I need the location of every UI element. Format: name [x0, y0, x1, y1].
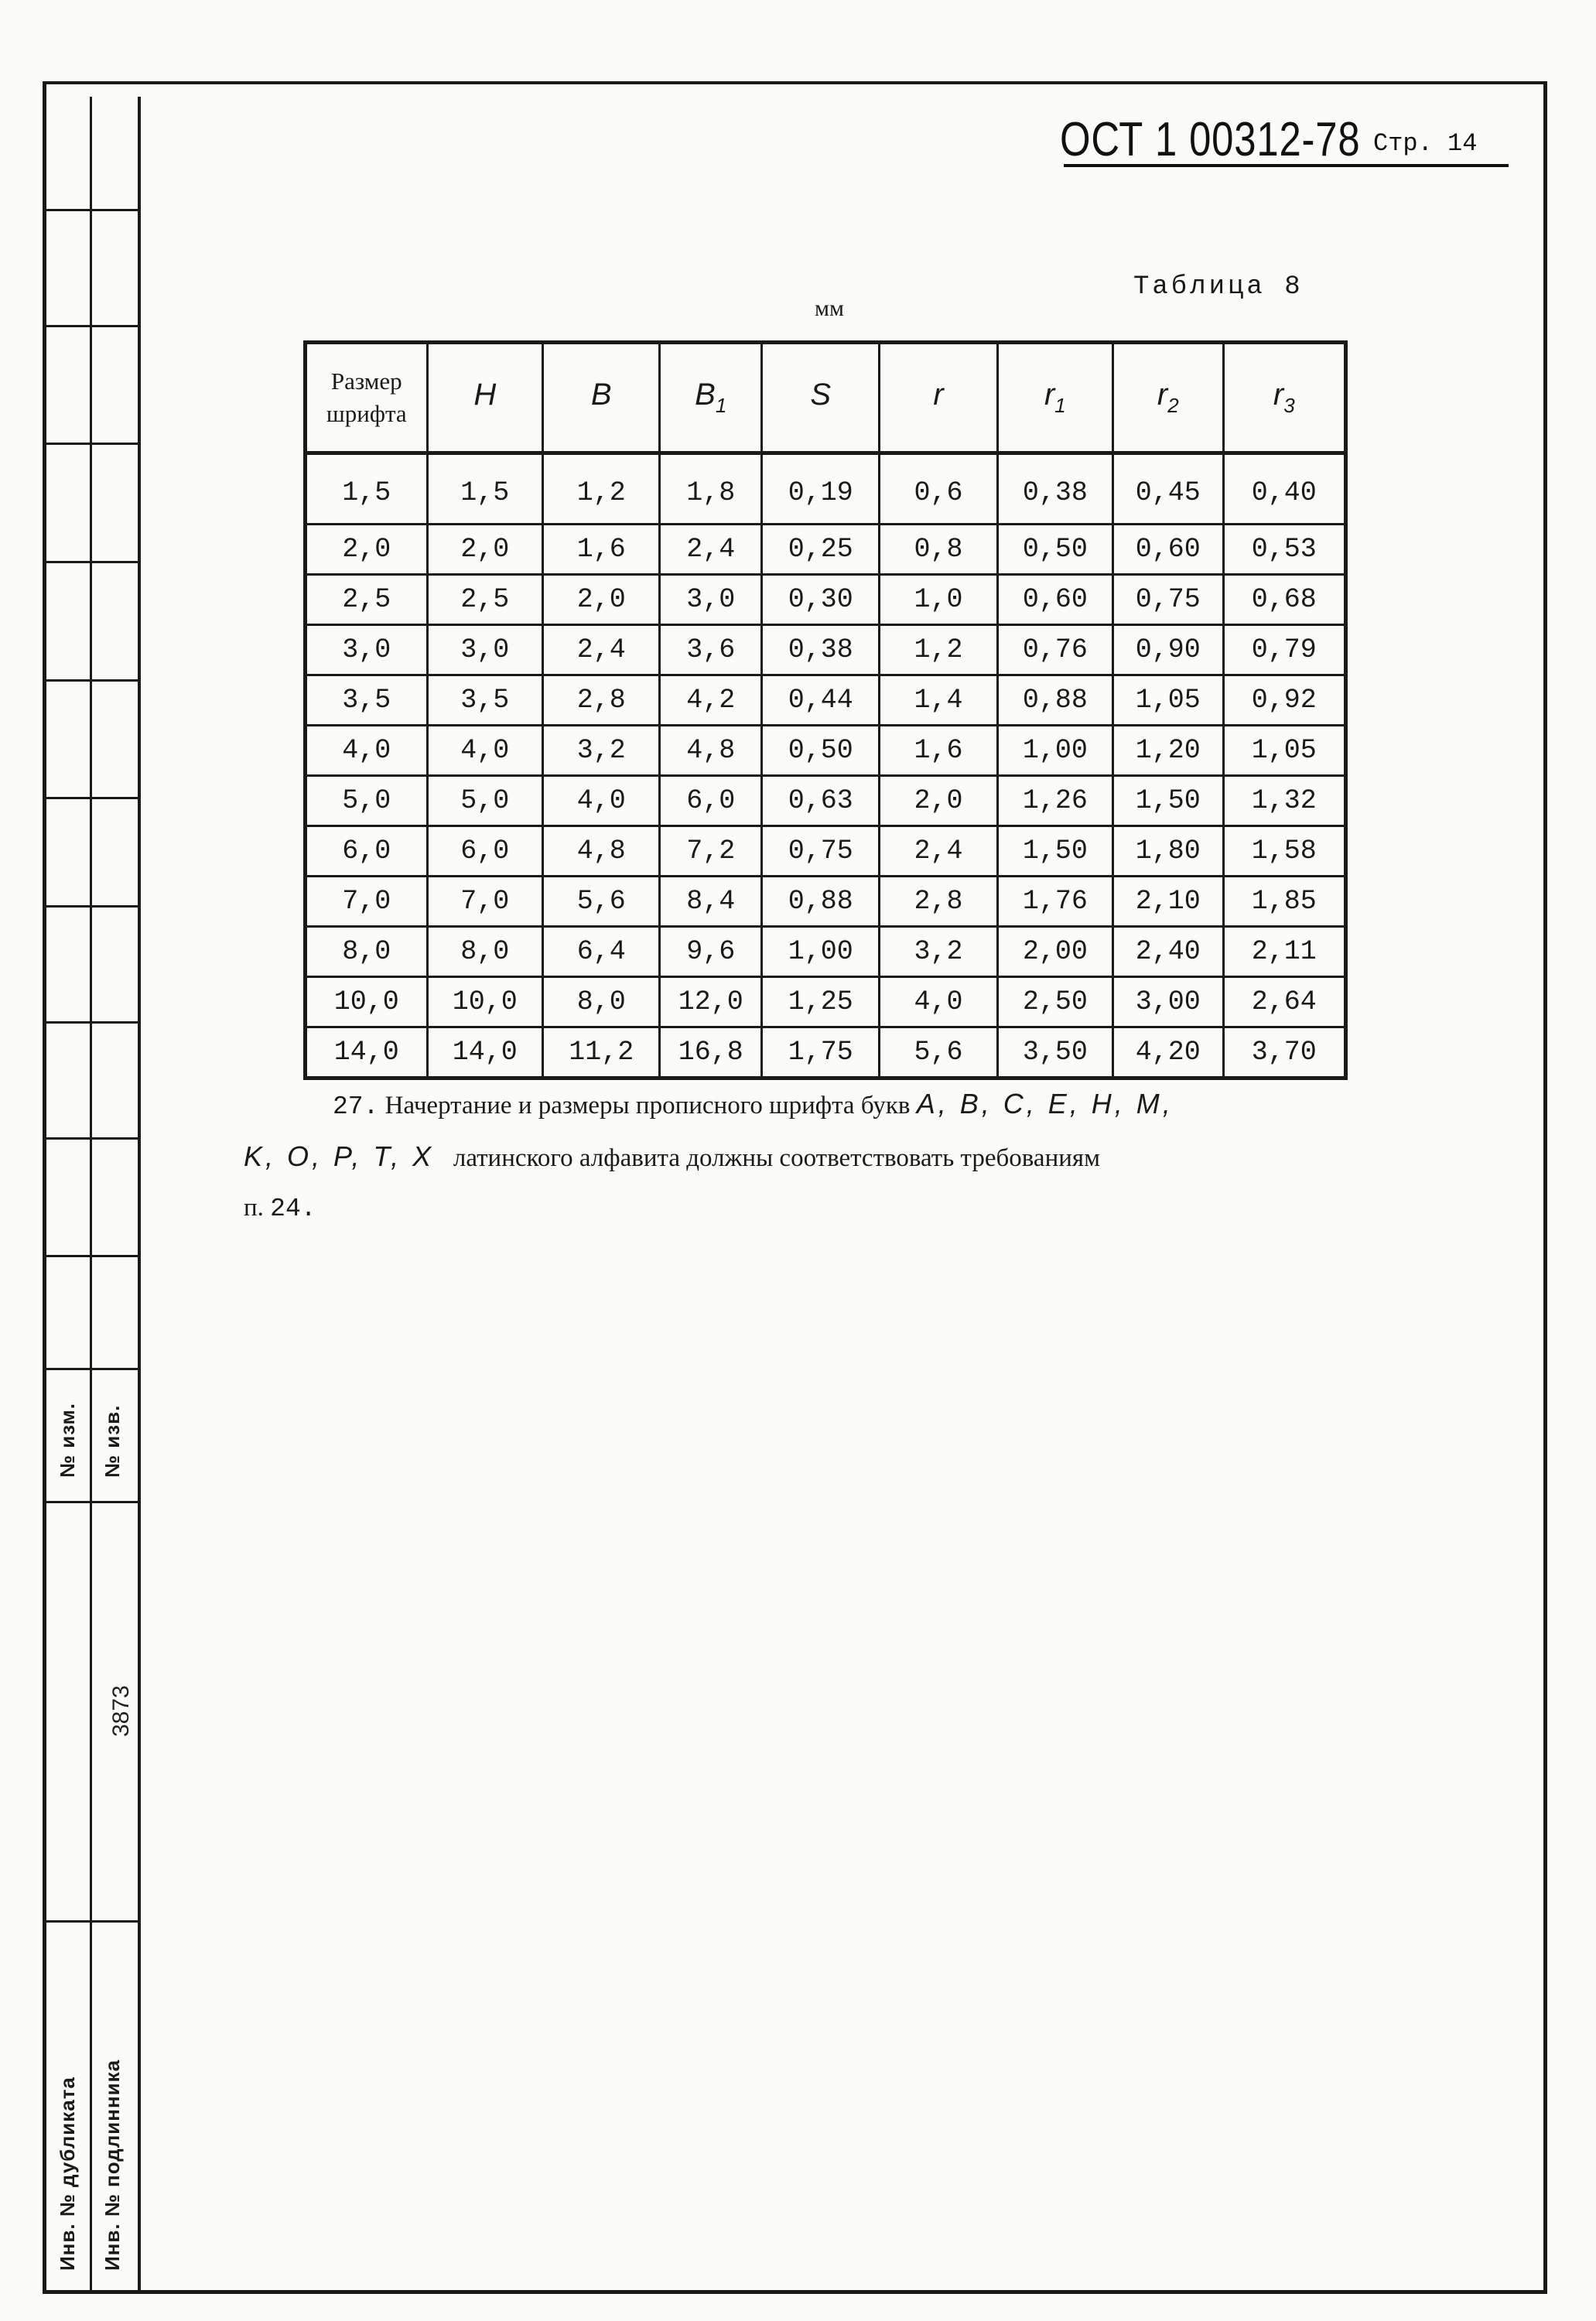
paragraph-line: [244, 1132, 1466, 1183]
margin-rule: [46, 1137, 138, 1140]
latin-letters: K, O, P, T, X: [244, 1140, 435, 1172]
table-cell: 1,32: [1223, 776, 1345, 826]
table-cell: 0,8: [880, 525, 997, 575]
header-b1: [660, 343, 762, 453]
header-symbol: r: [1157, 378, 1168, 412]
margin-rule: [46, 561, 138, 563]
margin-rule: [46, 1255, 138, 1257]
table-cell: 2,4: [880, 826, 997, 877]
table-cell: 8,0: [542, 977, 659, 1027]
table-cell: 14,0: [306, 1027, 428, 1078]
table-cell: 0,75: [762, 826, 880, 877]
table-cell: 10,0: [427, 977, 542, 1027]
table-cell: 1,8: [660, 453, 762, 525]
table-cell: 2,4: [542, 625, 659, 675]
table-row: [306, 877, 1346, 927]
table-cell: 0,50: [762, 726, 880, 776]
table-row: [306, 1027, 1346, 1078]
table-cell: 8,0: [427, 927, 542, 977]
table-cell: 0,92: [1223, 675, 1345, 726]
table-cell: 1,00: [997, 726, 1112, 776]
table-cell: 2,8: [880, 877, 997, 927]
table-row: [306, 525, 1346, 575]
paragraph-line: [244, 1079, 1466, 1132]
header-r1: [997, 343, 1112, 453]
table-cell: 0,79: [1223, 625, 1345, 675]
table-cell: 8,0: [306, 927, 428, 977]
table-cell: 6,4: [542, 927, 659, 977]
margin-rule: [46, 797, 138, 799]
table-cell: 6,0: [660, 776, 762, 826]
table-cell: 4,8: [542, 826, 659, 877]
table-cell: 7,2: [660, 826, 762, 877]
table-cell: 3,2: [880, 927, 997, 977]
header-symbol: B: [695, 378, 716, 412]
header-symbol: r: [1044, 378, 1055, 412]
table-cell: 14,0: [427, 1027, 542, 1078]
header-h: [427, 343, 542, 453]
table-cell: 0,60: [1113, 525, 1224, 575]
table-cell: 4,0: [306, 726, 428, 776]
table-cell: 0,30: [762, 575, 880, 625]
margin-rule: [46, 443, 138, 445]
table-cell: 1,00: [762, 927, 880, 977]
table-cell: 0,76: [997, 625, 1112, 675]
table-cell: 2,0: [542, 575, 659, 625]
margin-label-izm: № изм.: [56, 1403, 79, 1478]
margin-rule: [46, 209, 138, 211]
latin-letters: A, B, C, E, H, M,: [916, 1088, 1174, 1119]
table-row: [306, 675, 1346, 726]
header-subscript: 1: [715, 394, 727, 417]
table-cell: 2,0: [306, 525, 428, 575]
table-cell: 0,90: [1113, 625, 1224, 675]
table-cell: 1,26: [997, 776, 1112, 826]
margin-rule: [46, 1501, 138, 1503]
paragraph-text: Начертание и размеры прописного шрифта букв: [384, 1092, 911, 1119]
margin-strip: [46, 97, 138, 2290]
margin-rule: [46, 1021, 138, 1024]
header-b: [542, 343, 659, 453]
table-cell: 2,50: [997, 977, 1112, 1027]
table-cell: 12,0: [660, 977, 762, 1027]
table-cell: 0,75: [1113, 575, 1224, 625]
table-cell: 4,8: [660, 726, 762, 776]
table-cell: 2,40: [1113, 927, 1224, 977]
paragraph-text: п.: [244, 1194, 264, 1222]
table-cell: 7,0: [427, 877, 542, 927]
table-cell: 2,8: [542, 675, 659, 726]
table-row: [306, 927, 1346, 977]
table-cell: 0,63: [762, 776, 880, 826]
table-cell: 1,4: [880, 675, 997, 726]
header-symbol: B: [590, 378, 612, 412]
table-cell: 1,2: [542, 453, 659, 525]
table-cell: 3,0: [660, 575, 762, 625]
table-cell: 3,50: [997, 1027, 1112, 1078]
table-cell: 0,38: [997, 453, 1112, 525]
table-cell: 3,00: [1113, 977, 1224, 1027]
table-cell: 2,00: [997, 927, 1112, 977]
table-cell: 2,4: [660, 525, 762, 575]
header-font-size-line1: Размер: [330, 367, 402, 395]
table-cell: 3,0: [427, 625, 542, 675]
header-r: [880, 343, 997, 453]
table-cell: 10,0: [306, 977, 428, 1027]
header-symbol: r: [1273, 378, 1284, 412]
header-font-size: [306, 343, 428, 453]
table-cell: 1,5: [306, 453, 428, 525]
header-subscript: 3: [1283, 394, 1295, 417]
header-r3: [1223, 343, 1345, 453]
table-cell: 4,0: [427, 726, 542, 776]
table-cell: 1,25: [762, 977, 880, 1027]
table-cell: 2,0: [427, 525, 542, 575]
table-unit: мм: [815, 296, 844, 321]
table-cell: 0,38: [762, 625, 880, 675]
table-cell: 1,58: [1223, 826, 1345, 877]
header-subscript: 2: [1167, 394, 1179, 417]
table-cell: 0,40: [1223, 453, 1345, 525]
header-font-size-line2: шрифта: [326, 400, 407, 427]
table-row: [306, 826, 1346, 877]
table-cell: 0,68: [1223, 575, 1345, 625]
table-cell: 0,44: [762, 675, 880, 726]
table-cell: 9,6: [660, 927, 762, 977]
table-cell: 1,80: [1113, 826, 1224, 877]
table-cell: 3,5: [427, 675, 542, 726]
document-header: [1060, 112, 1509, 166]
table-row: [306, 776, 1346, 826]
table-row: [306, 575, 1346, 625]
header-r2: [1113, 343, 1224, 453]
table-cell: 1,85: [1223, 877, 1345, 927]
margin-rule: [46, 1920, 138, 1923]
paragraph-line: [244, 1183, 1466, 1234]
paragraph-number: 27.: [333, 1092, 379, 1121]
table-cell: 6,0: [427, 826, 542, 877]
table-cell: 1,76: [997, 877, 1112, 927]
table-cell: 4,0: [880, 977, 997, 1027]
table-cell: 1,50: [1113, 776, 1224, 826]
table-cell: 0,60: [997, 575, 1112, 625]
margin-label-dublikata: Инв. № дубликата: [56, 2077, 79, 2271]
table-cell: 0,25: [762, 525, 880, 575]
table-row: [306, 977, 1346, 1027]
table-cell: 2,0: [880, 776, 997, 826]
font-size-table: [303, 340, 1348, 1080]
margin-rule: [46, 325, 138, 327]
paragraph-27: [244, 1079, 1466, 1234]
table-cell: 11,2: [542, 1027, 659, 1078]
table-cell: 0,6: [880, 453, 997, 525]
table-cell: 8,4: [660, 877, 762, 927]
table-row: [306, 453, 1346, 525]
table-cell: 1,6: [880, 726, 997, 776]
page-number: Стр. 14: [1373, 129, 1478, 158]
frame-inner-border: [138, 97, 141, 2290]
table-header-row: [306, 343, 1346, 453]
margin-rule: [46, 905, 138, 908]
table-cell: 4,2: [660, 675, 762, 726]
table-cell: 5,0: [427, 776, 542, 826]
table-row: [306, 625, 1346, 675]
table-cell: 0,88: [762, 877, 880, 927]
table-cell: 1,6: [542, 525, 659, 575]
table-cell: 5,0: [306, 776, 428, 826]
paragraph-reference: 24.: [270, 1195, 316, 1223]
header-symbol: S: [810, 378, 832, 412]
margin-rule: [46, 679, 138, 682]
table-cell: 2,10: [1113, 877, 1224, 927]
table-cell: 1,50: [997, 826, 1112, 877]
margin-label-podlinnika: Инв. № подлинника: [101, 2059, 124, 2271]
inventory-number: 3873: [108, 1685, 134, 1737]
table-cell: 3,70: [1223, 1027, 1345, 1078]
margin-rule: [46, 1368, 138, 1370]
paragraph-text: латинского алфавита должны соответствовать требованиям: [453, 1144, 1100, 1172]
table-cell: 1,5: [427, 453, 542, 525]
table-cell: 0,88: [997, 675, 1112, 726]
table-cell: 2,5: [427, 575, 542, 625]
header-subscript: 1: [1054, 394, 1066, 417]
table-cell: 0,19: [762, 453, 880, 525]
margin-strip-divider: [90, 97, 92, 2290]
header-symbol: H: [473, 378, 497, 412]
table-cell: 5,6: [880, 1027, 997, 1078]
table-cell: 1,05: [1223, 726, 1345, 776]
table-caption: Таблица 8: [1133, 272, 1304, 302]
table-cell: 1,05: [1113, 675, 1224, 726]
table-cell: 7,0: [306, 877, 428, 927]
table-cell: 6,0: [306, 826, 428, 877]
margin-label-izv: № изв.: [101, 1404, 124, 1478]
table-cell: 4,20: [1113, 1027, 1224, 1078]
table-cell: 1,2: [880, 625, 997, 675]
table-cell: 3,5: [306, 675, 428, 726]
table-cell: 3,6: [660, 625, 762, 675]
table-cell: 3,2: [542, 726, 659, 776]
table-cell: 1,20: [1113, 726, 1224, 776]
table-row: [306, 726, 1346, 776]
table-cell: 0,53: [1223, 525, 1345, 575]
table-cell: 2,64: [1223, 977, 1345, 1027]
table-cell: 2,5: [306, 575, 428, 625]
header-symbol: r: [933, 378, 944, 412]
table-cell: 16,8: [660, 1027, 762, 1078]
header-rule: [1064, 164, 1509, 167]
table-cell: 4,0: [542, 776, 659, 826]
table-cell: 1,0: [880, 575, 997, 625]
table-cell: 0,50: [997, 525, 1112, 575]
document-code: ОСТ 1 00312-78: [1060, 113, 1361, 166]
table-cell: 3,0: [306, 625, 428, 675]
header-s: [762, 343, 880, 453]
table-cell: 1,75: [762, 1027, 880, 1078]
table-cell: 2,11: [1223, 927, 1345, 977]
table-cell: 5,6: [542, 877, 659, 927]
table-cell: 0,45: [1113, 453, 1224, 525]
